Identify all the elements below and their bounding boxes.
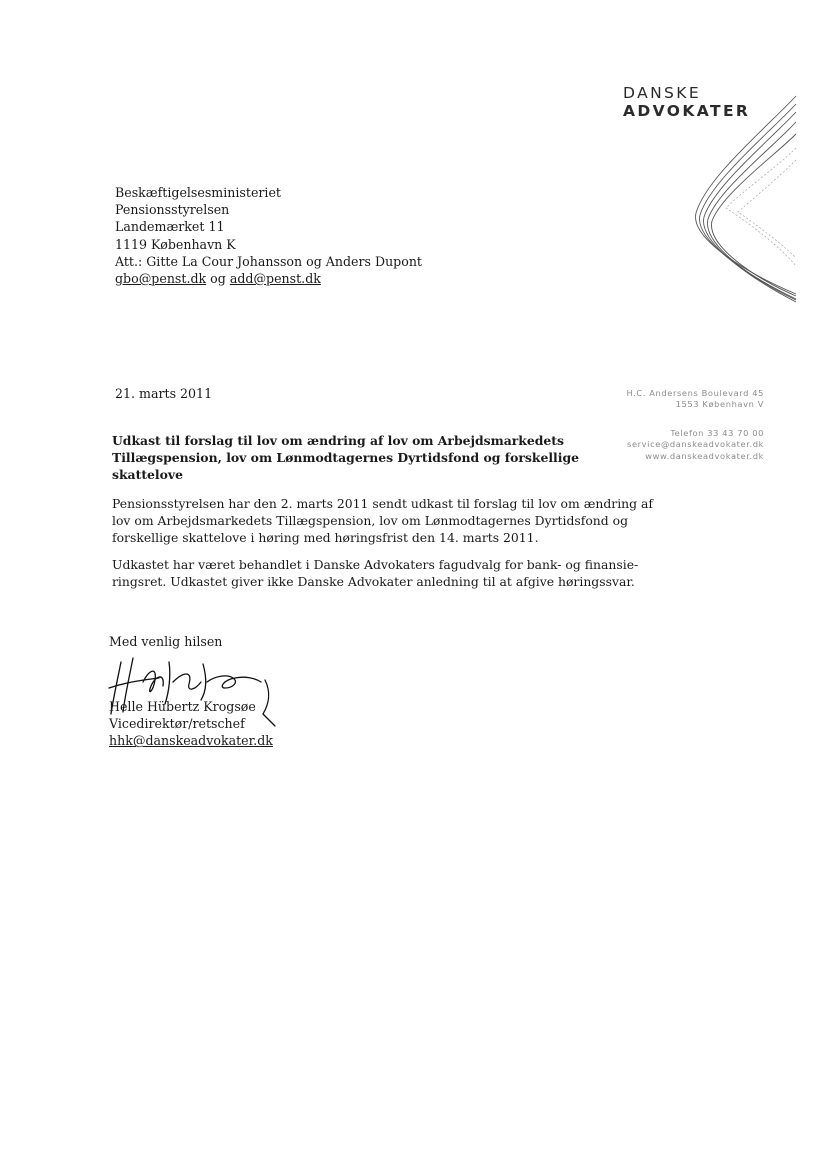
logo-line-1: DANSKE xyxy=(623,84,702,102)
signer-title: Vicedirektør/retschef xyxy=(109,716,245,732)
address-line: Beskæftigelsesministeriet xyxy=(115,185,281,200)
paragraph-line: Pensionsstyrelsen har den 2. marts 2011 sendt udkast til forslag til lov om ændring af xyxy=(112,496,653,511)
sender-address-line-1: H.C. Andersens Boulevard 45 xyxy=(626,388,764,398)
signer-name: Helle Hübertz Krogsøe xyxy=(109,699,256,714)
recipient-email-link-1[interactable]: gbo@penst.dk xyxy=(115,271,207,287)
letter-subject: Udkast til forslag til lov om ændring af lov om Arbejdsmarkedets Tillægspension, lov om Lønmodtagernes Dyrtidsfond og forskellige skattelove xyxy=(112,433,580,483)
paragraph-line: lov om Arbejdsmarkedets Tillægspension, lov om Lønmodtagernes Dyrtidsfond og xyxy=(112,513,629,529)
spacer xyxy=(626,411,764,428)
recipient-address xyxy=(115,184,422,287)
email-separator: og xyxy=(206,271,230,287)
sender-website: www.danskeadvokater.dk xyxy=(645,450,764,461)
sender-phone: Telefon 33 43 70 00 xyxy=(670,427,764,438)
paragraph-line: Udkastet har været behandlet i Danske Advokaters fagudvalg for bank- og finansie- xyxy=(112,557,639,572)
closing-greeting: Med venlig hilsen xyxy=(109,634,223,649)
signer-block xyxy=(109,698,273,750)
paragraph-line: forskellige skattelove i høring med høringsfrist den 14. marts 2011. xyxy=(112,530,539,546)
address-line: Att.: Gitte La Cour Johansson og Anders Dupont xyxy=(115,253,422,269)
body-paragraph-2 xyxy=(112,556,639,590)
sender-email: service@danskeadvokater.dk xyxy=(627,439,764,450)
address-line: 1119 København K xyxy=(115,236,236,252)
logo-curves-graphic xyxy=(686,88,798,304)
address-line: Landemærket 11 xyxy=(115,219,225,235)
address-line: Pensionsstyrelsen xyxy=(115,202,230,218)
recipient-emails xyxy=(115,270,422,287)
signer-email-link[interactable]: hhk@danskeadvokater.dk xyxy=(109,733,273,749)
sender-contact-info xyxy=(626,388,764,462)
letter-date: 21. marts 2011 xyxy=(115,386,213,401)
recipient-email-link-2[interactable]: add@penst.dk xyxy=(229,271,321,287)
sender-address-line-2: 1553 København V xyxy=(675,399,764,410)
paragraph-line: ringsret. Udkastet giver ikke Danske Advokater anledning til at afgive høringssvar. xyxy=(112,574,635,590)
body-paragraph-1 xyxy=(112,495,653,547)
logo-line-2: ADVOKATER xyxy=(623,102,751,120)
